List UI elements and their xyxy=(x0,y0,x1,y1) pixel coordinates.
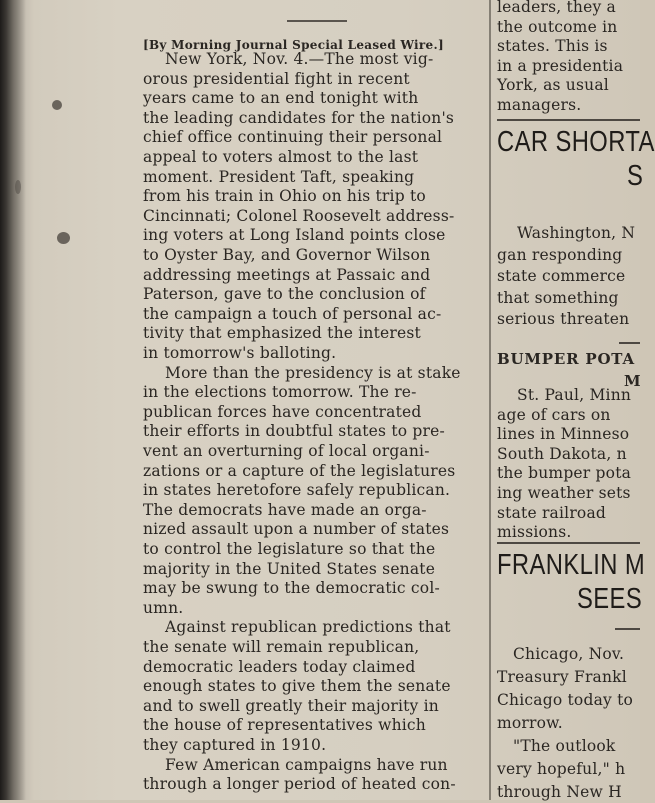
page-fold-shadow xyxy=(0,0,26,800)
section-rule xyxy=(497,119,640,121)
text-line: Chicago today to xyxy=(497,691,634,709)
text-line: "The outlook xyxy=(513,737,616,755)
text-line: morrow. xyxy=(497,714,563,732)
subhead-bumper-potato-line-2: M xyxy=(624,372,642,390)
main-article-column xyxy=(143,0,488,800)
column-divider xyxy=(489,0,491,800)
text-line: nized assault upon a number of states xyxy=(143,520,450,539)
text-line: the house of representatives which xyxy=(143,716,426,735)
text-line: state railroad xyxy=(497,503,607,522)
subhead-bumper-potato: BUMPER POTA xyxy=(497,350,635,368)
text-line: age of cars on xyxy=(497,405,611,424)
text-line: may be swung to the democratic col- xyxy=(143,579,440,598)
text-line: moment. President Taft, speaking xyxy=(143,167,415,186)
text-line: The democrats have made an orga- xyxy=(143,500,427,519)
text-line: enough states to give them the senate xyxy=(143,677,451,696)
wire-credit: [By Morning Journal Special Leased Wire.] xyxy=(143,38,444,52)
text-line: states. This is xyxy=(497,37,608,56)
text-line: More than the presidency is at stake xyxy=(165,363,461,382)
text-line: from his train in Ohio on his trip to xyxy=(143,187,426,206)
text-line: managers. xyxy=(497,96,582,114)
text-line: Treasury Frankl xyxy=(497,668,627,686)
headline-car-shortage: CAR SHORTA xyxy=(497,126,655,158)
text-line: their efforts in doubtful states to pre- xyxy=(143,422,445,441)
text-line: through a longer period of heated con- xyxy=(143,775,456,794)
text-line: chief office continuing their personal xyxy=(143,128,443,147)
headline-franklin-line-2: SEES xyxy=(577,583,643,615)
text-line: the leading candidates for the nation's xyxy=(143,108,455,127)
text-line: leaders, they a xyxy=(497,0,616,16)
text-line: Cincinnati; Colonel Roosevelt address- xyxy=(143,206,455,225)
text-line: Paterson, gave to the conclusion of xyxy=(143,285,426,304)
stain-spot xyxy=(52,100,62,110)
headline-car-shortage-line-2: S xyxy=(627,160,644,192)
text-line: through New H xyxy=(497,783,622,801)
text-line: Chicago, Nov. xyxy=(513,645,625,663)
text-line: appeal to voters almost to the last xyxy=(143,148,419,166)
text-line: New York, Nov. 4.—The most vig- xyxy=(165,50,434,68)
text-line: ing voters at Long Island points close xyxy=(143,226,446,245)
text-line: publican forces have concentrated xyxy=(143,402,422,421)
text-line: tivity that emphasized the interest xyxy=(143,324,421,343)
text-line: umn. xyxy=(143,598,184,617)
text-line: that something xyxy=(497,288,619,307)
text-line: majority in the United States senate xyxy=(143,559,436,578)
text-line: the bumper pota xyxy=(497,464,632,483)
text-line: orous presidential fight in recent xyxy=(143,69,410,88)
text-line: they captured in 1910. xyxy=(143,736,327,754)
text-line: the outcome in xyxy=(497,17,618,36)
stain-spot xyxy=(57,232,70,244)
text-line: years came to an end tonight with xyxy=(143,89,419,108)
text-line: lines in Minneso xyxy=(497,425,630,444)
side-column xyxy=(497,0,655,801)
text-line: state commerce xyxy=(497,267,626,286)
text-line: ing weather sets xyxy=(497,484,631,502)
stain-spot xyxy=(15,180,21,194)
text-line: and to swell greatly their majority in xyxy=(143,696,439,715)
headline-franklin: FRANKLIN M xyxy=(497,549,646,581)
text-line: democratic leaders today claimed xyxy=(143,657,416,676)
text-line: zations or a capture of the legislatures xyxy=(143,461,456,480)
text-line: the campaign a touch of personal ac- xyxy=(143,304,442,323)
text-line: missions. xyxy=(497,523,572,542)
short-rule xyxy=(615,628,640,630)
text-line: St. Paul, Minn xyxy=(517,386,632,404)
text-line: serious threaten xyxy=(497,310,630,329)
text-line: to Oyster Bay, and Governor Wilson xyxy=(143,246,431,264)
text-line: in a presidentia xyxy=(497,56,624,75)
text-line: in the elections tomorrow. The re- xyxy=(143,383,417,402)
text-line: Few American campaigns have run xyxy=(165,755,448,774)
text-line: Washington, N xyxy=(517,224,636,242)
text-line: South Dakota, n xyxy=(497,444,627,463)
section-rule xyxy=(497,542,640,544)
text-line: York, as usual xyxy=(497,76,609,95)
text-line: in tomorrow's balloting. xyxy=(143,344,337,362)
text-line: very hopeful," h xyxy=(497,760,626,778)
text-line: in states heretofore safely republican. xyxy=(143,481,451,500)
short-rule xyxy=(619,342,640,344)
text-line: the senate will remain republican, xyxy=(143,638,420,656)
text-line: gan responding xyxy=(497,245,623,264)
text-line: vent an overturning of local organi- xyxy=(143,442,430,460)
text-line: Against republican predictions that xyxy=(165,618,451,637)
text-line: to control the legislature so that the xyxy=(143,540,436,558)
text-line: addressing meetings at Passaic and xyxy=(143,265,431,284)
